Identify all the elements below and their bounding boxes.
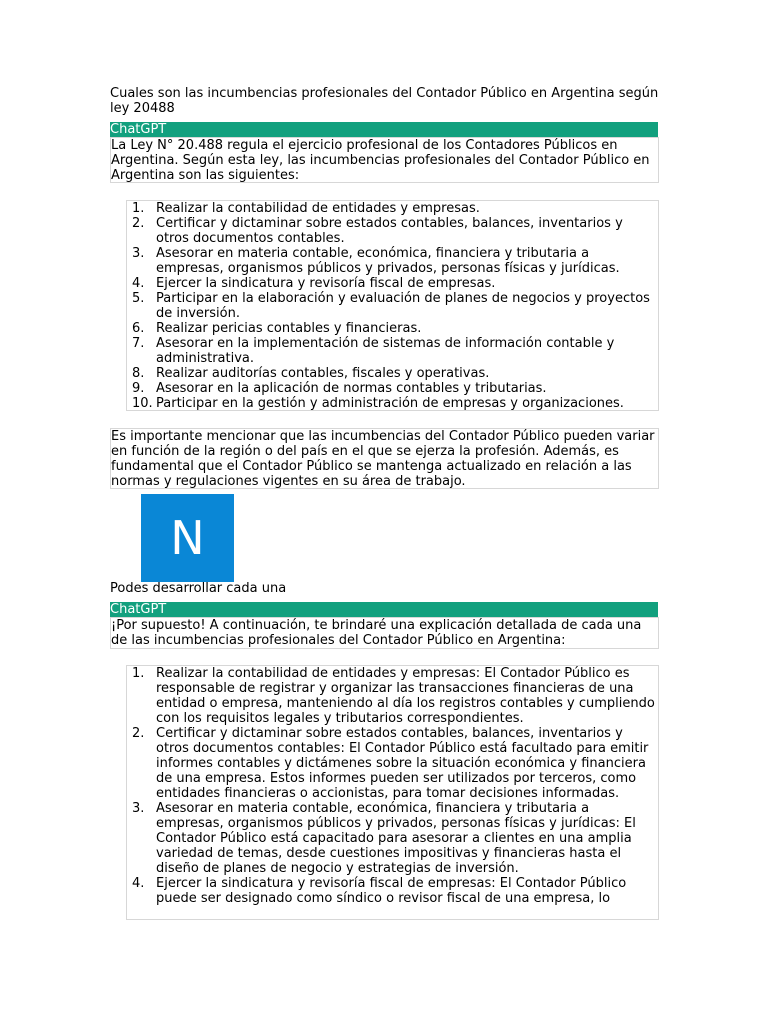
list-item-text: Realizar la contabilidad de entidades y empresas: El Contador Público es responsable de registrar y organizar las transacciones financieras de una entidad o empresa, manteniendo al día los registros contables y cumpliendo con los requisitos legales y tributarios correspondientes. <box>156 666 655 726</box>
answer-2-list <box>127 666 658 906</box>
list-item-text: Asesorar en materia contable, económica, financiera y tributaria a empresas, organismos públicos y privados, personas físicas y jurídicas. <box>156 246 620 276</box>
answer-1-intro-text: La Ley N° 20.488 regula el ejercicio profesional de los Contadores Públicos en Argentina. Según esta ley, las incumbencias profesionales del Contador Público en Argentina son las siguientes: <box>111 138 650 183</box>
list-item-text: Certificar y dictaminar sobre estados contables, balances, inventarios y otros documentos contables: El Contador Público está facultado para emitir informes contables y dictámenes sobre la situación económica y financiera de una empresa. Estos informes pueden ser utilizados por terceros, como entidades financieras o accionistas, para tomar decisiones informadas. <box>156 726 649 801</box>
list-item <box>127 396 658 411</box>
list-item-number: 6. <box>132 321 145 336</box>
list-item-number: 5. <box>132 291 145 306</box>
list-item <box>127 246 658 276</box>
list-item-text: Asesorar en la implementación de sistemas de información contable y administrativa. <box>156 336 615 366</box>
list-item <box>127 366 658 381</box>
list-item-text: Realizar auditorías contables, fiscales y operativas. <box>156 366 490 381</box>
list-item-number: 3. <box>132 801 145 816</box>
list-item <box>127 876 658 906</box>
list-item <box>127 216 658 246</box>
list-item-number: 9. <box>132 381 145 396</box>
list-item-text: Participar en la elaboración y evaluación de planes de negocios y proyectos de inversión. <box>156 291 650 321</box>
list-item-number: 2. <box>132 216 145 231</box>
list-item-text: Realizar la contabilidad de entidades y empresas. <box>156 201 480 216</box>
chatgpt-label-1: ChatGPT <box>110 122 658 137</box>
list-item-number: 2. <box>132 726 145 741</box>
list-item <box>127 726 658 801</box>
answer-1-closing-box <box>110 428 659 489</box>
user-question-1: Cuales son las incumbencias profesionales del Contador Público en Argentina según ley 20488 <box>110 86 659 116</box>
answer-1-closing-text: Es importante mencionar que las incumbencias del Contador Público pueden variar en función de la región o del país en el que se ejerza la profesión. Además, es fundamental que el Contador Público se mantenga actualizado en relación a las normas y regulaciones vigentes en su área de trabajo. <box>111 429 655 489</box>
list-item-number: 4. <box>132 876 145 891</box>
list-item <box>127 201 658 216</box>
list-item <box>127 291 658 321</box>
answer-1-list <box>127 201 658 411</box>
list-item <box>127 321 658 336</box>
list-item-text: Asesorar en materia contable, económica, financiera y tributaria a empresas, organismos públicos y privados, personas físicas y jurídicas: El Contador Público está capacitado para asesorar a clientes en una amplia variedad de temas, desde cuestiones impositivas y financieras hasta el diseño de planes de negocio y estrategias de inversión. <box>156 801 636 876</box>
list-item-text: Ejercer la sindicatura y revisoría fiscal de empresas. <box>156 276 496 291</box>
list-item-number: 4. <box>132 276 145 291</box>
list-item <box>127 381 658 396</box>
list-item-number: 1. <box>132 201 145 216</box>
list-item <box>127 276 658 291</box>
answer-2-intro-text: ¡Por supuesto! A continuación, te brindaré una explicación detallada de cada una de las incumbencias profesionales del Contador Público en Argentina: <box>111 618 642 648</box>
answer-2-intro-box <box>110 617 659 649</box>
list-item <box>127 801 658 876</box>
list-item <box>127 666 658 726</box>
list-item-number: 8. <box>132 366 145 381</box>
list-item-text: Asesorar en la aplicación de normas contables y tributarias. <box>156 381 547 396</box>
list-item-text: Realizar pericias contables y financieras. <box>156 321 422 336</box>
list-item-text: Certificar y dictaminar sobre estados contables, balances, inventarios y otros documentos contables. <box>156 216 623 246</box>
list-item <box>127 336 658 366</box>
answer-2-list-box <box>126 665 659 920</box>
chatgpt-label-2: ChatGPT <box>110 602 658 617</box>
list-item-number: 7. <box>132 336 145 351</box>
answer-1-intro-box <box>110 137 659 183</box>
answer-1-list-box <box>126 200 659 411</box>
list-item-text: Ejercer la sindicatura y revisoría fiscal de empresas: El Contador Público puede ser designado como síndico o revisor fiscal de una empresa, lo <box>156 876 627 906</box>
list-item-text: Participar en la gestión y administración de empresas y organizaciones. <box>156 396 624 411</box>
list-item-number: 3. <box>132 246 145 261</box>
user-avatar: N <box>141 494 234 582</box>
user-question-2: Podes desarrollar cada una <box>110 581 287 596</box>
list-item-number: 1. <box>132 666 145 681</box>
list-item-number: 10. <box>132 396 153 411</box>
